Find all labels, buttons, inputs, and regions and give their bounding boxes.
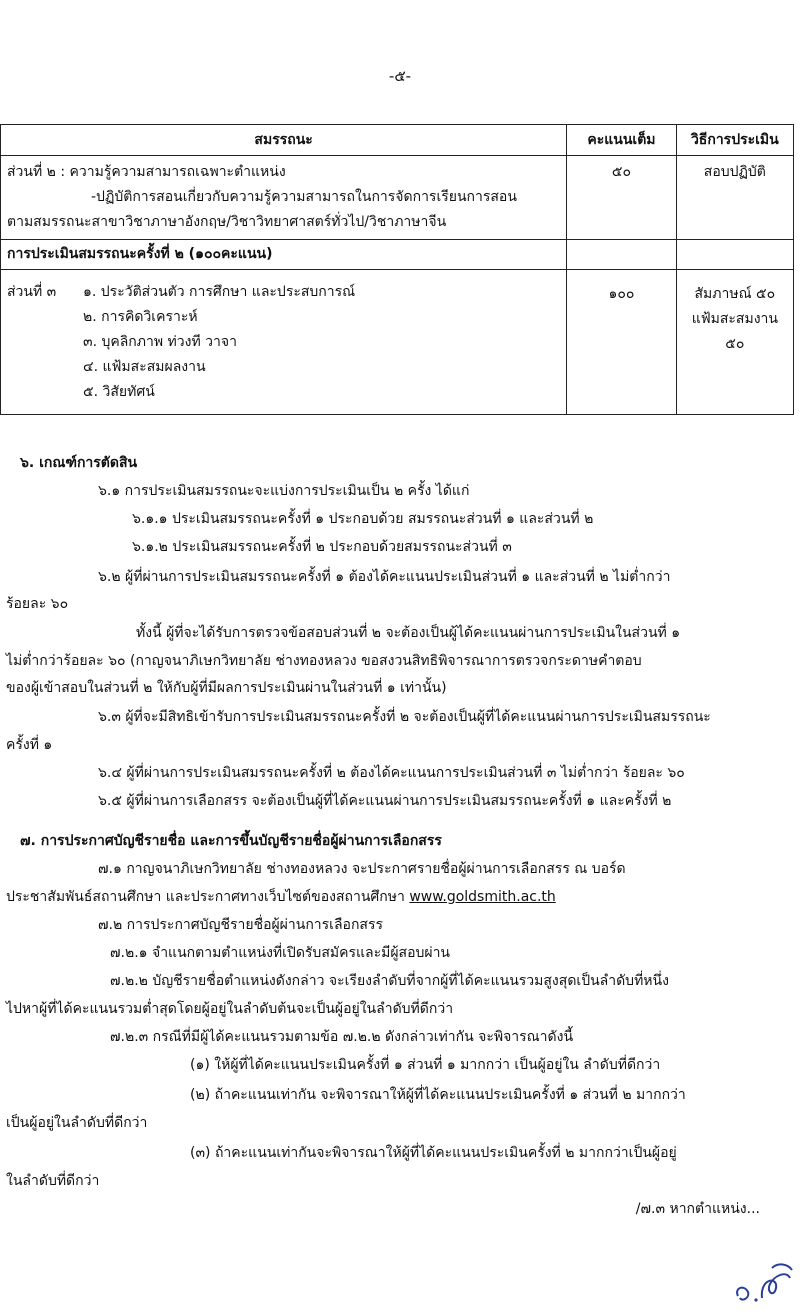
section7-heading: ๗. การประกาศบัญชีรายชื่อ และการขึ้นบัญชีรายชื่อผู้ผ่านการเลือกสรร: [20, 833, 442, 849]
part2-line-1: ส่วนที่ ๒ : ความรู้ความสามารถเฉพาะตำแหน่ง: [7, 164, 286, 180]
round2-heading-cell: [1, 240, 567, 270]
part2-score: [567, 156, 676, 240]
website-link[interactable]: www.goldsmith.ac.th: [409, 889, 556, 905]
section7-c3-b: ในลำดับที่ดีกว่า: [6, 1173, 100, 1189]
part3-method: [676, 270, 793, 415]
part2-line-2: -ปฏิบัติการสอนเกี่ยวกับความรู้ความสามารถในการจัดการเรียนการสอน: [91, 189, 517, 205]
section7-p71-a: ๗.๑ กาญจนาภิเษกวิทยาลัย ช่างทองหลวง จะประกาศรายชื่อผู้ผ่านการเลือกสรร ณ บอร์ด: [98, 861, 626, 877]
section7-p72: ๗.๒ การประกาศบัญชีรายชื่อผู้ผ่านการเลือกสรร: [98, 917, 384, 933]
section6-note-b: ไม่ต่ำกว่าร้อยละ ๖๐ (กาญจนาภิเษกวิทยาลัย ช่างทองหลวง ขอสงวนสิทธิพิจารณาการตรวจกระดาษคำตอบ: [6, 653, 642, 669]
header-competency: สมรรถนะ: [1, 125, 567, 156]
part2-description: [1, 156, 567, 240]
competency-table: [0, 124, 794, 415]
table-header-row: [1, 125, 794, 156]
part3-item-4: ๔. แฟ้มสะสมผลงาน: [83, 359, 206, 375]
section7-p71-b: ประชาสัมพันธ์สถานศึกษา และประกาศทางเว็บไซต์ของสถานศึกษา: [6, 889, 405, 905]
part3-score: [567, 270, 676, 415]
section7-p721: ๗.๒.๑ จำแนกตามตำแหน่งที่เปิดรับสมัครและมีผู้สอบผ่าน: [110, 945, 451, 961]
section6-p61: ๖.๑ การประเมินสมรรถนะจะแบ่งการประเมินเป็น ๒ ครั้ง ได้แก่: [98, 483, 470, 499]
part3-item-1: ๑. ประวัติส่วนตัว การศึกษา และประสบการณ์: [83, 284, 356, 300]
round2-empty-method: [676, 240, 793, 270]
section6-note-c: ของผู้เข้าสอบในส่วนที่ ๒ ให้กับผู้ที่มีผลการประเมินผ่านในส่วนที่ ๑ เท่านั้น): [6, 680, 447, 696]
table-row-part3: [1, 270, 794, 415]
part3-method-line-3: ๕๐: [725, 336, 745, 352]
header-method: วิธีการประเมิน: [676, 125, 793, 156]
section6-p611: ๖.๑.๑ ประเมินสมรรถนะครั้งที่ ๑ ประกอบด้วย สมรรถนะส่วนที่ ๑ และส่วนที่ ๒: [132, 511, 594, 527]
section6-p62-b: ร้อยละ ๖๐: [6, 596, 69, 612]
part3-method-line-1: สัมภาษณ์ ๕๐: [694, 286, 776, 302]
table-row-part2: [1, 156, 794, 240]
part3-score-value: ๑๐๐: [608, 286, 635, 302]
section6-heading: ๖. เกณฑ์การตัดสิน: [20, 455, 138, 471]
section6-note-a: ทั้งนี้ ผู้ที่จะได้รับการตรวจข้อสอบส่วนที่ ๒ จะต้องเป็นผู้ได้คะแนนผ่านการประเมินในส่วนที่ ๑: [136, 625, 681, 641]
part3-method-line-2: แฟ้มสะสมงาน: [691, 311, 778, 327]
part2-method: [676, 156, 793, 240]
part3-item-2: ๒. การคิดวิเคราะห์: [83, 309, 198, 325]
round2-empty-score: [567, 240, 676, 270]
part3-item-5: ๕. วิสัยทัศน์: [83, 384, 155, 400]
section6-p64: ๖.๔ ผู้ที่ผ่านการประเมินสมรรถนะครั้งที่ ๒ ต้องได้คะแนนการประเมินส่วนที่ ๓ ไม่ต่ำกว่า ร้อยละ ๖๐: [98, 765, 685, 781]
section6-p65: ๖.๕ ผู้ที่ผ่านการเลือกสรร จะต้องเป็นผู้ที่ได้คะแนนผ่านการประเมินสมรรถนะครั้งที่ ๑ และครั้งที่ ๒: [98, 793, 672, 809]
section7-p71-b-line: [6, 886, 556, 908]
round2-heading: การประเมินสมรรถนะครั้งที่ ๒ (๑๐๐คะแนน): [7, 246, 273, 262]
section7-c3-a: (๓) ถ้าคะแนนเท่ากันจะพิจารณาให้ผู้ที่ได้คะแนนประเมินครั้งที่ ๒ มากกว่าเป็นผู้อยู่: [190, 1145, 677, 1161]
part2-score-value: ๕๐: [611, 164, 632, 180]
section7-c2-a: (๒) ถ้าคะแนนเท่ากัน จะพิจารณาให้ผู้ที่ได้คะแนนประเมินครั้งที่ ๑ ส่วนที่ ๒ มากกว่า: [190, 1087, 686, 1103]
section6-p63-a: ๖.๓ ผู้ที่จะมีสิทธิเข้ารับการประเมินสมรรถนะครั้งที่ ๒ จะต้องเป็นผู้ที่ได้คะแนนผ่านการประเมินสมรรถนะ: [98, 709, 711, 725]
continuation-note: /๗.๓ หากตำแหน่ง...: [635, 1201, 760, 1217]
section7-c1: (๑) ให้ผู้ที่ได้คะแนนประเมินครั้งที่ ๑ ส่วนที่ ๑ มากกว่า เป็นผู้อยู่ใน ลำดับที่ดีกว่า: [190, 1057, 661, 1073]
section7-p722-a: ๗.๒.๒ บัญชีรายชื่อตำแหน่งดังกล่าว จะเรียงลำดับที่จากผู้ที่ได้คะแนนรวมสูงสุดเป็นลำดับที่หนึ่ง: [110, 973, 669, 989]
signature-initials: [730, 1248, 800, 1312]
section7-p723: ๗.๒.๓ กรณีที่มีผู้ได้คะแนนรวมตามข้อ ๗.๒.๒ ดังกล่าวเท่ากัน จะพิจารณาดังนี้: [110, 1029, 574, 1045]
page-number: -๕-: [388, 67, 412, 85]
table-row-round2-heading: [1, 240, 794, 270]
part2-line-3: ตามสมรรถนะสาขาวิชาภาษาอังกฤษ/วิชาวิทยาศาสตร์ทั่วไป/วิชาภาษาจีน: [7, 214, 447, 230]
part2-method-value: สอบปฏิบัติ: [703, 164, 766, 180]
part3-label: ส่วนที่ ๓: [7, 284, 57, 300]
section7-p722-b: ไปหาผู้ที่ได้คะแนนรวมต่ำสุดโดยผู้อยู่ในลำดับต้นจะเป็นผู้อยู่ในลำดับที่ดีกว่า: [6, 1001, 454, 1017]
part3-item-3: ๓. บุคลิกภาพ ท่วงที วาจา: [83, 334, 237, 350]
section6-p62-a: ๖.๒ ผู้ที่ผ่านการประเมินสมรรถนะครั้งที่ ๑ ต้องได้คะแนนประเมินส่วนที่ ๑ และส่วนที่ ๒ ไม่ต่ำกว่า: [98, 569, 671, 585]
part3-description: [1, 270, 567, 415]
section6-p612: ๖.๑.๒ ประเมินสมรรถนะครั้งที่ ๒ ประกอบด้วยสมรรถนะส่วนที่ ๓: [132, 539, 512, 555]
section6-p63-b: ครั้งที่ ๑: [6, 737, 53, 753]
header-full-score: คะแนนเต็ม: [567, 125, 676, 156]
section7-c2-b: เป็นผู้อยู่ในลำดับที่ดีกว่า: [6, 1115, 148, 1131]
